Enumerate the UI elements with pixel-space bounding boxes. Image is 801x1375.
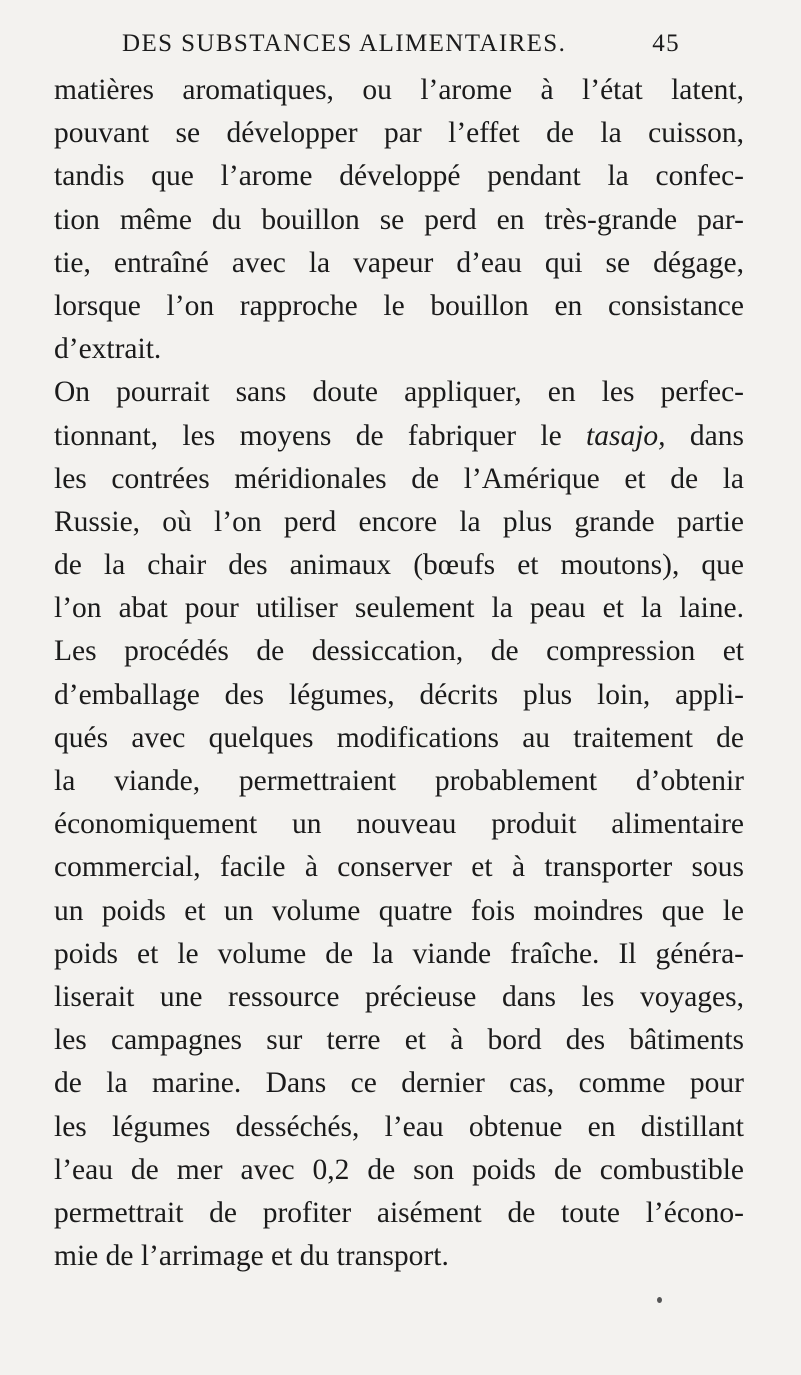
text-line: la viande, permettraient probablement d’obtenir bbox=[54, 765, 744, 797]
body-text bbox=[54, 69, 744, 1278]
text-line: On pourrait sans doute appliquer, en les perfec- bbox=[54, 376, 744, 409]
italic-term: tasajo, bbox=[586, 419, 666, 452]
text-line: les campagnes sur terre et à bord des bâtiments bbox=[54, 1024, 744, 1057]
text-line: économiquement un nouveau produit alimentaire bbox=[54, 808, 744, 841]
text-line: qués avec quelques modifications au traitement de bbox=[54, 721, 744, 754]
text-line: liserait une ressource précieuse dans les voyages, bbox=[54, 980, 744, 1013]
text-line: poids et le volume de la viande fraîche. Il généra- bbox=[54, 937, 744, 970]
text-line: l’on abat pour utiliser seulement la peau et la laine. bbox=[54, 592, 744, 625]
text-fragment: tionnant, les moyens de fabriquer le bbox=[54, 419, 587, 452]
text-line: pouvant se développer par l’effet de la cuisson, bbox=[54, 117, 744, 150]
ink-speck bbox=[657, 1297, 662, 1303]
text-line: permettrait de profiter aisément de toute l’écono- bbox=[54, 1196, 744, 1229]
text-fragment: dans bbox=[665, 419, 744, 452]
text-line: tie, entraîné avec la vapeur d’eau qui se dégage, bbox=[54, 246, 744, 279]
text-line-with-italic bbox=[54, 415, 744, 458]
text-line: Les procédés de dessiccation, de compression et bbox=[54, 635, 744, 668]
text-line: tion même du bouillon se perd en très-grande par- bbox=[54, 203, 744, 236]
text-line: commercial, facile à conserver et à transporter sous bbox=[54, 851, 744, 884]
text-line: mie de l’arrimage et du transport. bbox=[54, 1240, 449, 1273]
running-title: DES SUBSTANCES ALIMENTAIRES. bbox=[122, 30, 567, 57]
running-head bbox=[100, 30, 680, 64]
text-line: lorsque l’on rapproche le bouillon en consistance bbox=[54, 289, 744, 322]
text-line: d’extrait. bbox=[54, 333, 162, 366]
text-line: de la chair des animaux (bœufs et moutons), que bbox=[54, 549, 744, 582]
text-line: Russie, où l’on perd encore la plus grande partie bbox=[54, 505, 744, 538]
text-line: un poids et un volume quatre fois moindres que le bbox=[54, 894, 744, 927]
text-line: tandis que l’arome développé pendant la confec- bbox=[54, 160, 744, 193]
text-line: les contrées méridionales de l’Amérique et de la bbox=[54, 462, 744, 495]
text-line: matières aromatiques, ou l’arome à l’état latent, bbox=[54, 74, 744, 106]
text-line: d’emballage des légumes, décrits plus loin, appli- bbox=[54, 678, 744, 711]
page-number: 45 bbox=[652, 30, 680, 57]
text-line: l’eau de mer avec 0,2 de son poids de combustible bbox=[54, 1153, 744, 1186]
text-line: de la marine. Dans ce dernier cas, comme pour bbox=[54, 1067, 744, 1100]
text-line: les légumes desséchés, l’eau obtenue en distillant bbox=[54, 1110, 744, 1143]
